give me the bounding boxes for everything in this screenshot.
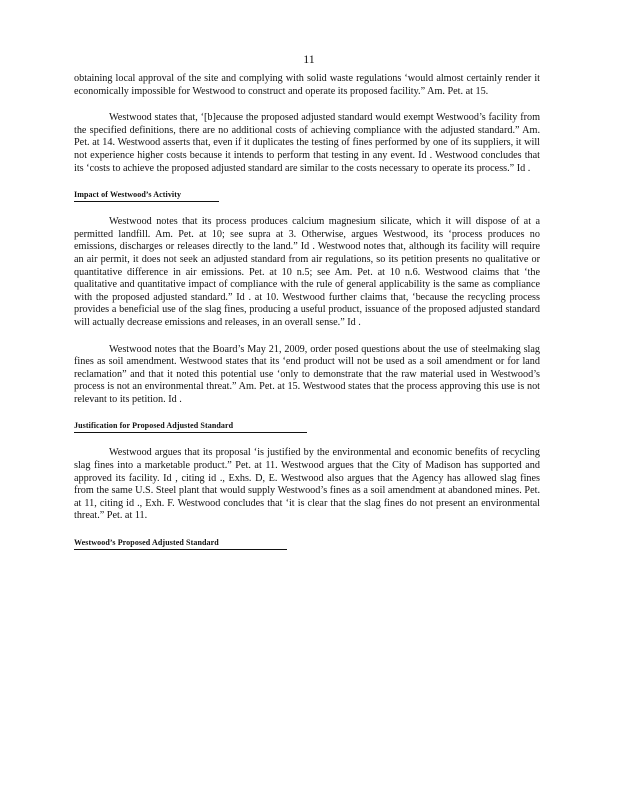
paragraph-impact-soil: Westwood notes that the Board’s May 21, 2009, order posed questions about the use of steelmaking slag fines as soil amendment. Westwood states that its ‘end product will not be used as a soil amendment or for land reclamation” and that it noted this potential use ‘only to demonstrate that the raw material used in Westwood’s process is not an environmental threat.” Am. Pet. at 15. Westwood states that the process approving this use is not relevant to its petition. Id .: [74, 343, 540, 405]
section-heading-proposed-standard: Westwood’s Proposed Adjusted Standard: [74, 538, 287, 550]
section-justification: [74, 406, 540, 447]
section-heading-justification: Justification for Proposed Adjusted Standard: [74, 421, 307, 433]
section-heading-impact: Impact of Westwood’s Activity: [74, 190, 219, 202]
paragraph-continued: obtaining local approval of the site and complying with solid waste regulations ‘would almost certainly render it economically impossible for Westwood to construct and operate its proposed facility.” Am. Pet. at 15.: [74, 73, 540, 97]
paragraph-costs: Westwood states that, ‘[b]ecause the proposed adjusted standard would exempt Westwood’s facility from the specified definitions, there are no additional costs of achieving compliance with the adjusted standard.” Am. Pet. at 14. Westwood asserts that, even if it duplicates the testing of fines performed by one of its suppliers, it will not experience higher costs because it intends to perform that testing in any event. Id . Westwood concludes that its ‘costs to achieve the proposed adjusted standard are similar to the costs necessary to operate its process.” Id .: [74, 112, 540, 174]
section-proposed-standard: [74, 523, 540, 564]
paragraph-justification: Westwood argues that its proposal ‘is justified by the environmental and economic benefits of recycling slag fines into a marketable product.” Pet. at 11. Westwood argues that the City of Madison has supported and approved its facility. Id , citing id ., Exhs. D, E. Westwood also argues that the Agency has allowed slag fines from the same U.S. Steel plant that would supply Westwood’s fines as a soil amendment at abandoned mines. Pet. at 11, citing id ., Exh. F. Westwood concludes that ‘it is clear that the slag fines do not present an environmental threat.” Pet. at 11.: [74, 447, 540, 522]
section-impact: [74, 175, 540, 216]
page-number: 11: [303, 52, 315, 66]
page-body: [74, 73, 540, 564]
paragraph-impact-emissions: Westwood notes that its process produces calcium magnesium silicate, which it will dispose of at a permitted landfill. Am. Pet. at 10; see supra at 3. Otherwise, argues Westwood, its ‘process produces no emissions, discharges or releases directly to the land.” Id . Westwood notes that, although its facility will require an air permit, it does not seek an adjusted standard from air regulations, so its petition presents no qualitative or quantitative difference in air emissions. Pet. at 10 n.5; see Am. Pet. at 10 n.6. Westwood claims that ‘the qualitative and quantitative impact of compliance with the rule of general applicability is the same as compliance with the proposed adjusted standard.” Id . at 10. Westwood further claims that, ‘because the recycling process provides a beneficial use of the slag fines, producing a useful product, issuance of the proposed adjusted standard will actually decrease emissions and releases, in an overall sense.” Id .: [74, 216, 540, 328]
